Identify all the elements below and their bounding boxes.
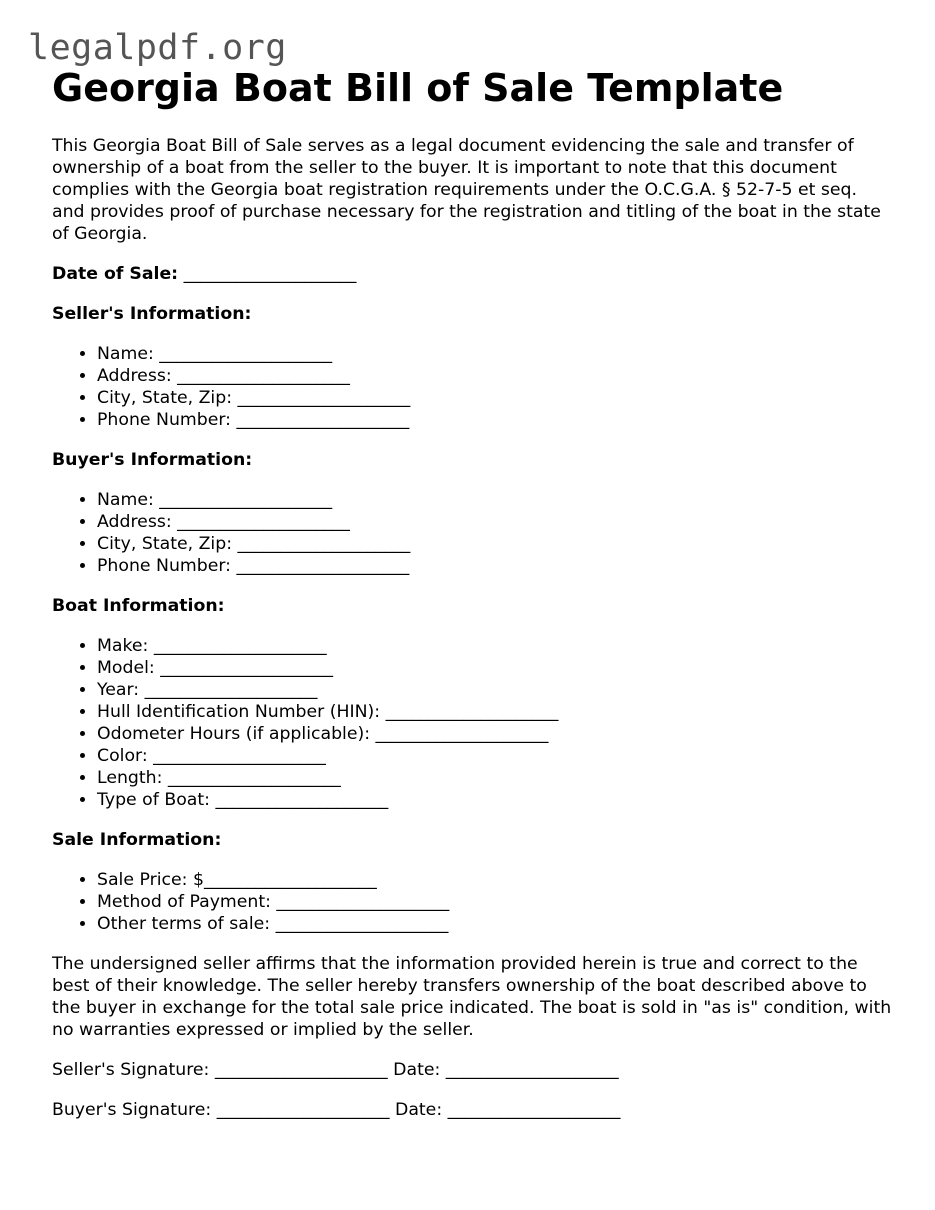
buyer-name-field: • Name: ____________________: [97, 489, 892, 511]
boat-section-heading: Boat Information:: [52, 596, 225, 616]
boat-model-field: • Model: ____________________: [97, 657, 892, 679]
boat-color-field: • Color: ____________________: [97, 745, 892, 767]
seller-name-field: • Name: ____________________: [97, 343, 892, 365]
boat-odometer-field: • Odometer Hours (if applicable): ____________________: [97, 723, 892, 745]
boat-length-field: • Length: ____________________: [97, 767, 892, 789]
other-terms-field: • Other terms of sale: ____________________: [97, 913, 892, 935]
sale-section-heading: Sale Information:: [52, 830, 222, 850]
page-title: Georgia Boat Bill of Sale Template: [52, 66, 784, 110]
buyer-phone-field: • Phone Number: ____________________: [97, 555, 892, 577]
closing-paragraph: The undersigned seller affirms that the information provided herein is true and correct to the best of their knowledge. The seller hereby transfers ownership of the boat described above to the buyer in exchange for the total sale price indicated. The boat is sold in "as is" condition, with no warranties expressed or implied by the seller.: [52, 954, 892, 1040]
seller-field-list: [52, 343, 892, 431]
seller-phone-field: • Phone Number: ____________________: [97, 409, 892, 431]
sale-field-list: [52, 869, 892, 935]
boat-year-field: • Year: ____________________: [97, 679, 892, 701]
payment-method-field: • Method of Payment: ____________________: [97, 891, 892, 913]
buyer-signature-line: Buyer's Signature: ____________________ Date: ____________________: [52, 1100, 621, 1120]
buyer-address-field: • Address: ____________________: [97, 511, 892, 533]
seller-section-heading: Seller's Information:: [52, 304, 252, 324]
intro-paragraph: This Georgia Boat Bill of Sale serves as a legal document evidencing the sale and transfer of ownership of a boat from the seller to the buyer. It is important to note that this document complies with the Georgia boat registration requirements under the O.C.G.A. § 52-7-5 et seq. and provides proof of purchase necessary for the registration and titling of the boat in the state of Georgia.: [52, 136, 881, 244]
date-of-sale-blank: ____________________: [183, 264, 357, 284]
date-of-sale-label: Date of Sale:: [52, 264, 179, 284]
buyer-field-list: [52, 489, 892, 577]
boat-hin-field: • Hull Identification Number (HIN): ____________________: [97, 701, 892, 723]
boat-field-list: [52, 635, 892, 811]
document-body: [52, 64, 892, 1121]
date-of-sale-line: [52, 263, 892, 285]
seller-city-state-zip-field: • City, State, Zip: ____________________: [97, 387, 892, 409]
boat-type-field: • Type of Boat: ____________________: [97, 789, 892, 811]
buyer-section-heading: Buyer's Information:: [52, 450, 253, 470]
seller-signature-line: Seller's Signature: ____________________ Date: ____________________: [52, 1060, 619, 1080]
watermark: legalpdf.org: [28, 28, 287, 68]
seller-address-field: • Address: ____________________: [97, 365, 892, 387]
sale-price-field: • Sale Price: $____________________: [97, 869, 892, 891]
boat-make-field: • Make: ____________________: [97, 635, 892, 657]
buyer-city-state-zip-field: • City, State, Zip: ____________________: [97, 533, 892, 555]
